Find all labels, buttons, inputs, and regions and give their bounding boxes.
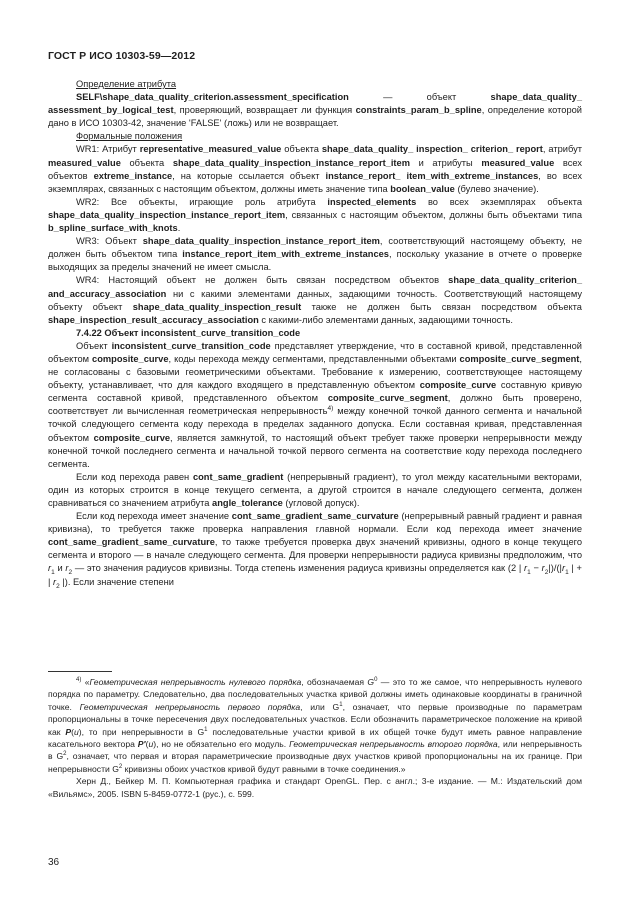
body-paragraph: WR2: Все объекты, играющие роль атрибута inspected_elements во всех экземплярах объекта shape_data_quality_inspection_instance_report_item, связанных с настоящим объектом, должны быть объектами типа b_spline_surface_with_knots. — [48, 196, 582, 234]
body-paragraph: Если код перехода равен cont_same_gradient (непрерывный градиент), то угол между касательными векторами, один из которых строится в конце текущего сегмента, а другой строится в начале следующего сегмента, должен сравниваться со значением атрибута angle_tolerance (угловой допуск). — [48, 471, 582, 508]
body-paragraph: Если код перехода имеет значение cont_same_gradient_same_curvature (непрерывный равный градиент и равная кривизна), то требуется также проверка направления главной нормали. Если код перехода имеет значение cont_same_gradient_same_curvature, то также требуется проверка двух значений кривизны, одного в конце текущего сегмента и второго — в начале следующего сегмента. Для проверки непрерывности радиуса кривизны предположим, что $r_1$ и $r_2$ — это значения радиусов кривизны. Тогда степень изменения радиуса кривизны определяется как (2 | $r_1 - r_2|)/(|r_1$ | + | $r_2$ |). Если значение степени — [48, 511, 582, 590]
section-heading: 7.4.22 Объект inconsistent_curve_transition_code — [76, 327, 301, 338]
body-paragraph: WR4: Настоящий объект не должен быть связан посредством объектов shape_data_quality_criterion_ and_accuracy_association ни с какими элементами данных, задающими точность. Соответствующий настоящему объекту объект shape_data_quality_inspection_result также не должен быть связан посредством объекта shape_inspection_result_accuracy_association с какими-либо элементами данных, задающими точность. — [48, 275, 582, 325]
document-header: ГОСТ Р ИСО 10303-59—2012 — [48, 50, 196, 62]
body-paragraph: SELF\shape_data_quality_criterion.assessment_specification — объект shape_data_quality_ assessment_by_logical_test, проверяющий, возвращает ли функция constraints_param_b_spline, определение которой дано в ИСО 10303-42, значение 'FALSE' (ложь) или не возвращает. — [48, 92, 582, 129]
page-number: 36 — [48, 857, 60, 868]
footnote-divider — [48, 671, 112, 672]
document-body — [48, 78, 582, 589]
footnote-paragraph: Херн Д., Бейкер М. П. Компьютерная графика и стандарт OpenGL. Пер. с англ.; 3-е издание. — М.: Издательский дом «Вильямс», 2005. ISBN 5-8459-0772-1 (рус.), с. 599. — [48, 776, 582, 799]
footnotes — [48, 676, 582, 800]
body-paragraph: WR1: Атрибут representative_measured_value объекта shape_data_quality_ inspection_ criterion_ report, атрибут measured_value объекта shape_data_quality_inspection_instance_report_item и атрибуты measured_value всех объектов extreme_instance, на которые ссылается объект instance_report_ item_with_extreme_instances, во всех экземплярах, связанных с настоящим объектом, должны иметь значение типа boolean_value (булево значение). — [48, 144, 582, 194]
section-subheading: Определение атрибута — [76, 79, 177, 89]
body-paragraph: Объект inconsistent_curve_transition_code представляет утверждение, что в составной кривой, представленной объектом composite_curve, коды перехода между сегментами, представленными объектами composite_curve_segment, не согласованы с базовыми геометрическими объектами. Требование к измерению, соответствующее настоящему объекту, устанавливает, что для каждого входящего в представленную объектом composite_curve составную кривую сегмента составной кривой, представленного объектом composite_curve_segment, должно быть проверено, соответствует ли вычисленная геометрическая непрерывность$^{4)}$ между конечной точкой данного сегмента и начальной точкой следующего сегмента коду перехода в пределах заданного допуска. Если составная кривая, представленная объектом composite_curve, является замкнутой, то настоящий объект требует также проверки непрерывности между конечной точкой последнего сегмента и начальной точкой первого сегмента на соответствие коду перехода последнего сегмента. — [48, 340, 583, 469]
footnote-paragraph: $^{4)}$ «Геометрическая непрерывность нулевого порядка, обозначаемая $G^0$ — это то же самое, что непрерывность нулевого порядка по параметру. Следовательно, два последовательных участка кривой должны иметь одинаковые координаты в граничной точке. Геометрическая непрерывность первого порядка, или $G^1$, означает, что первые производные по параметрам пропорциональны в точке пересечения двух последовательных участков. Если обозначить параметрическое положение на кривой как P(u), то при непрерывности в $G^1$ последовательные участки кривой в их общей точке будут иметь равное направление касательного вектора P′(u), но не обязательно его модуль. Геометрическая непрерывность второго порядка, или непрерывность в $G^2$, означает, что первая и вторая параметрические производные двух участков кривой пропорциональны на их границе. При непрерывности $G^2$ кривизны обоих участков кривой будут равными в точке соединения.» — [48, 677, 583, 774]
body-paragraph: WR3: Объект shape_data_quality_inspection_instance_report_item, соответствующий настоящему объекту, не должен быть объектом типа instance_report_item_with_extreme_instances, поскольку указание в отчете о проверке выходящих за пределы значений не имеет смысла. — [48, 236, 582, 273]
section-subheading: Формальные положения — [76, 131, 183, 142]
